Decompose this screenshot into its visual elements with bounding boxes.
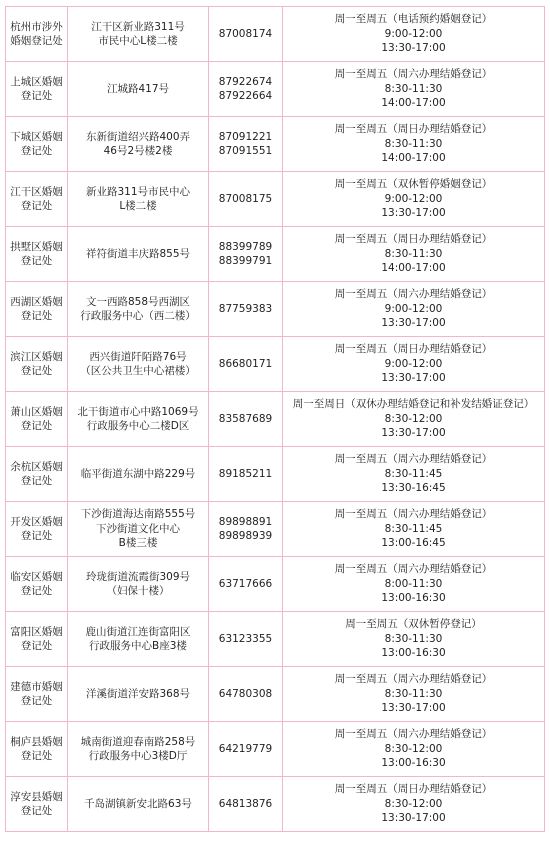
office-hours-line: 周一至周五（双休暂停婚姻登记） (334, 178, 493, 191)
office-phone-line: 64813876 (218, 797, 273, 810)
office-name-line: 桐庐县婚姻 (10, 735, 63, 748)
office-address-line: 行政服务中心二楼D区 (86, 420, 190, 432)
office-phone-line: 63717666 (218, 577, 273, 590)
office-hours-line: 8:30-11:30 (384, 82, 443, 95)
office-phone-cell (209, 777, 283, 832)
office-phone-cell (209, 392, 283, 447)
office-phone-line: 64219779 (218, 742, 273, 755)
office-address-line: 市民中心L楼二楼 (98, 35, 178, 47)
office-hours-cell (283, 612, 545, 667)
office-address-line: 西兴街道阡陌路76号 (89, 350, 187, 363)
office-address-cell (68, 282, 209, 337)
office-address-line: 临平街道东湖中路229号 (80, 467, 196, 480)
office-hours-line: 13:30-17:00 (381, 372, 446, 385)
table-row (6, 227, 545, 282)
table-row (6, 667, 545, 722)
office-name-line: 登记处 (20, 90, 53, 102)
office-name-line: 登记处 (20, 805, 53, 817)
office-hours-line: 13:30-16:45 (381, 482, 446, 495)
office-hours-line: 周一至周五（周六办理结婚登记） (334, 508, 493, 521)
office-hours-line: 13:00-16:30 (381, 592, 446, 605)
table-row (6, 447, 545, 502)
office-hours-line: 周一至周五（周日办理结婚登记） (334, 123, 493, 136)
office-name-cell (6, 7, 68, 62)
office-hours-line: 周一至周五（周六办理结婚登记） (334, 563, 493, 576)
office-hours-line: 13:00-16:30 (381, 647, 446, 660)
office-name-line: 余杭区婚姻 (10, 460, 63, 473)
office-name-cell (6, 172, 68, 227)
office-hours-line: 周一至周五（电话预约婚姻登记） (334, 13, 493, 26)
office-phone-line: 83587689 (218, 412, 273, 425)
office-name-cell (6, 392, 68, 447)
office-address-cell (68, 392, 209, 447)
table-row (6, 777, 545, 832)
office-hours-line: 14:00-17:00 (381, 97, 446, 110)
office-address-line: 行政服务中心B座3楼 (89, 640, 187, 652)
office-address-line: 下沙街道海达南路555号 (80, 508, 196, 521)
office-hours-line: 8:30-12:00 (384, 797, 443, 810)
office-name-line: 拱墅区婚姻 (10, 240, 63, 253)
office-phone-cell (209, 337, 283, 392)
office-phone-cell (209, 612, 283, 667)
office-phone-cell (209, 447, 283, 502)
office-address-line: 下沙街道文化中心 (96, 522, 180, 535)
office-name-line: 上城区婚姻 (10, 75, 63, 88)
office-address-line: 鹿山街道江连街富阳区 (85, 625, 191, 638)
office-address-cell (68, 117, 209, 172)
office-hours-line: 周一至周五（双休暂停登记） (345, 618, 482, 631)
office-address-line: 行政服务中心（西二楼） (80, 310, 196, 322)
office-phone-line: 88399791 (218, 255, 273, 267)
office-phone-line: 64780308 (218, 687, 273, 700)
office-address-line: 江干区新业路311号 (91, 20, 185, 33)
office-address-cell (68, 172, 209, 227)
office-hours-cell (283, 282, 545, 337)
office-phone-cell (209, 557, 283, 612)
office-hours-line: 周一至周五（周六办理结婚登记） (334, 288, 493, 301)
office-hours-line: 8:30-12:00 (384, 742, 443, 755)
office-name-line: 登记处 (20, 585, 53, 597)
table-body (6, 7, 545, 832)
office-address-line: 46号2号楼2楼 (103, 145, 173, 157)
table-row (6, 337, 545, 392)
office-phone-line: 63123355 (218, 632, 273, 645)
table-row (6, 62, 545, 117)
office-hours-line: 周一至周五（周六办理结婚登记） (334, 728, 493, 741)
office-phone-line: 86680171 (218, 357, 273, 370)
office-name-line: 登记处 (20, 640, 53, 652)
office-hours-line: 13:30-17:00 (381, 812, 446, 825)
office-name-cell (6, 62, 68, 117)
office-address-line: 东新街道绍兴路400弄 (85, 130, 191, 143)
office-name-cell (6, 227, 68, 282)
office-phone-line: 87091221 (218, 130, 273, 143)
office-hours-line: 8:30-11:45 (384, 467, 443, 480)
office-hours-line: 13:30-17:00 (381, 702, 446, 715)
office-name-cell (6, 282, 68, 337)
office-hours-line: 14:00-17:00 (381, 152, 446, 165)
office-phone-line: 88399789 (218, 240, 273, 253)
office-name-cell (6, 337, 68, 392)
office-address-line: 北干街道市心中路1069号 (77, 405, 199, 418)
office-hours-line: 8:00-11:30 (384, 577, 443, 590)
office-name-line: 西湖区婚姻 (10, 295, 63, 308)
office-hours-cell (283, 62, 545, 117)
office-address-cell (68, 502, 209, 557)
office-address-line: 城南街道迎春南路258号 (80, 735, 196, 748)
office-address-cell (68, 777, 209, 832)
office-hours-line: 周一至周五（周日办理结婚登记） (334, 233, 493, 246)
office-hours-line: 13:30-17:00 (381, 317, 446, 330)
office-phone-line: 87922674 (218, 75, 273, 88)
office-address-line: 洋溪街道洋安路368号 (85, 687, 191, 700)
office-name-line: 登记处 (20, 420, 53, 432)
office-address-cell (68, 62, 209, 117)
office-hours-line: 13:00-16:45 (381, 537, 446, 550)
office-hours-line: 9:00-12:00 (384, 302, 443, 315)
office-name-line: 婚姻登记处 (10, 35, 63, 47)
office-address-line: B楼三楼 (118, 537, 158, 550)
office-address-cell (68, 7, 209, 62)
office-name-line: 下城区婚姻 (10, 130, 63, 143)
office-phone-cell (209, 282, 283, 337)
office-hours-line: 周一至周五（周六办理结婚登记） (334, 68, 493, 81)
office-name-line: 建德市婚姻 (10, 680, 63, 693)
office-name-line: 登记处 (20, 310, 53, 322)
table-row (6, 7, 545, 62)
office-address-cell (68, 557, 209, 612)
office-phone-line: 87922664 (218, 90, 273, 102)
office-phone-line: 87091551 (218, 145, 273, 157)
office-address-cell (68, 447, 209, 502)
office-hours-line: 周一至周五（周六办理结婚登记） (334, 673, 493, 686)
office-name-line: 登记处 (20, 475, 53, 487)
office-phone-cell (209, 117, 283, 172)
office-hours-cell (283, 227, 545, 282)
office-hours-line: 13:30-17:00 (381, 42, 446, 55)
office-hours-line: 14:00-17:00 (381, 262, 446, 275)
office-name-line: 杭州市涉外 (10, 20, 63, 33)
registry-office-table (5, 6, 545, 832)
office-hours-cell (283, 722, 545, 777)
office-name-line: 登记处 (20, 255, 53, 267)
office-address-line: 千岛湖镇新安北路63号 (84, 797, 192, 810)
office-hours-cell (283, 777, 545, 832)
office-name-line: 登记处 (20, 695, 53, 707)
office-name-line: 萧山区婚姻 (10, 405, 63, 418)
office-hours-line: 9:00-12:00 (384, 27, 443, 40)
table-row (6, 612, 545, 667)
office-hours-line: 8:30-11:45 (384, 522, 443, 535)
office-name-line: 登记处 (20, 145, 53, 157)
office-hours-line: 周一至周五（周六办理结婚登记） (334, 453, 493, 466)
office-hours-line: 13:30-17:00 (381, 207, 446, 220)
office-address-cell (68, 227, 209, 282)
office-address-line: 新业路311号市民中心 (85, 185, 191, 198)
table-row (6, 722, 545, 777)
office-name-cell (6, 502, 68, 557)
office-phone-line: 89898939 (218, 530, 273, 542)
office-hours-line: 8:30-11:30 (384, 247, 443, 260)
office-phone-line: 89185211 (218, 467, 273, 480)
office-hours-cell (283, 557, 545, 612)
office-address-cell (68, 612, 209, 667)
office-address-line: 玲珑街道流霞街309号 (85, 570, 191, 583)
office-name-line: 临安区婚姻 (10, 570, 63, 583)
office-phone-line: 87759383 (218, 302, 273, 315)
office-phone-cell (209, 667, 283, 722)
office-name-cell (6, 612, 68, 667)
office-address-cell (68, 667, 209, 722)
table-row (6, 392, 545, 447)
office-hours-line: 13:30-17:00 (381, 427, 446, 440)
office-hours-line: 13:00-16:30 (381, 757, 446, 770)
office-address-line: 文一西路858号西湖区 (85, 295, 191, 308)
office-address-line: 江城路417号 (106, 82, 170, 95)
office-hours-line: 9:00-12:00 (384, 357, 443, 370)
office-name-line: 江干区婚姻 (10, 185, 63, 198)
office-hours-cell (283, 172, 545, 227)
table-row (6, 172, 545, 227)
office-phone-cell (209, 62, 283, 117)
office-name-line: 登记处 (20, 200, 53, 212)
office-hours-line: 周一至周五（周日办理结婚登记） (334, 343, 493, 356)
office-hours-cell (283, 667, 545, 722)
office-phone-cell (209, 722, 283, 777)
office-name-line: 开发区婚姻 (10, 515, 63, 528)
office-address-cell (68, 722, 209, 777)
office-name-cell (6, 117, 68, 172)
office-hours-cell (283, 7, 545, 62)
table-row (6, 282, 545, 337)
office-address-line: 祥符街道丰庆路855号 (85, 247, 191, 260)
office-hours-line: 周一至周日（双休办理结婚登记和补发结婚证登记） (292, 398, 535, 411)
table-row (6, 502, 545, 557)
office-phone-cell (209, 7, 283, 62)
table-row (6, 117, 545, 172)
office-hours-cell (283, 337, 545, 392)
office-name-line: 富阳区婚姻 (10, 625, 63, 638)
office-name-line: 登记处 (20, 530, 53, 542)
office-address-line: （区公共卫生中心裙楼） (80, 365, 196, 377)
office-address-line: （妇保十楼） (106, 585, 170, 597)
office-hours-line: 周一至周五（周日办理结婚登记） (334, 783, 493, 796)
office-name-cell (6, 667, 68, 722)
office-phone-cell (209, 502, 283, 557)
office-name-line: 滨江区婚姻 (10, 350, 63, 363)
office-phone-line: 87008174 (218, 27, 273, 40)
office-hours-cell (283, 502, 545, 557)
office-hours-line: 8:30-11:30 (384, 632, 443, 645)
office-hours-line: 8:30-11:30 (384, 687, 443, 700)
office-name-cell (6, 777, 68, 832)
office-hours-cell (283, 392, 545, 447)
office-name-cell (6, 722, 68, 777)
office-name-cell (6, 447, 68, 502)
office-phone-cell (209, 172, 283, 227)
office-phone-line: 89898891 (218, 515, 273, 528)
office-address-line: 行政服务中心3楼D厅 (88, 750, 188, 762)
table-row (6, 557, 545, 612)
office-name-line: 登记处 (20, 365, 53, 377)
office-hours-line: 8:30-12:00 (384, 412, 443, 425)
office-hours-line: 8:30-11:30 (384, 137, 443, 150)
office-address-cell (68, 337, 209, 392)
office-address-line: L楼二楼 (119, 200, 157, 212)
office-phone-line: 87008175 (218, 192, 273, 205)
office-name-line: 淳安县婚姻 (10, 790, 63, 803)
office-hours-cell (283, 117, 545, 172)
office-phone-cell (209, 227, 283, 282)
office-name-cell (6, 557, 68, 612)
office-name-line: 登记处 (20, 750, 53, 762)
office-hours-cell (283, 447, 545, 502)
office-hours-line: 9:00-12:00 (384, 192, 443, 205)
